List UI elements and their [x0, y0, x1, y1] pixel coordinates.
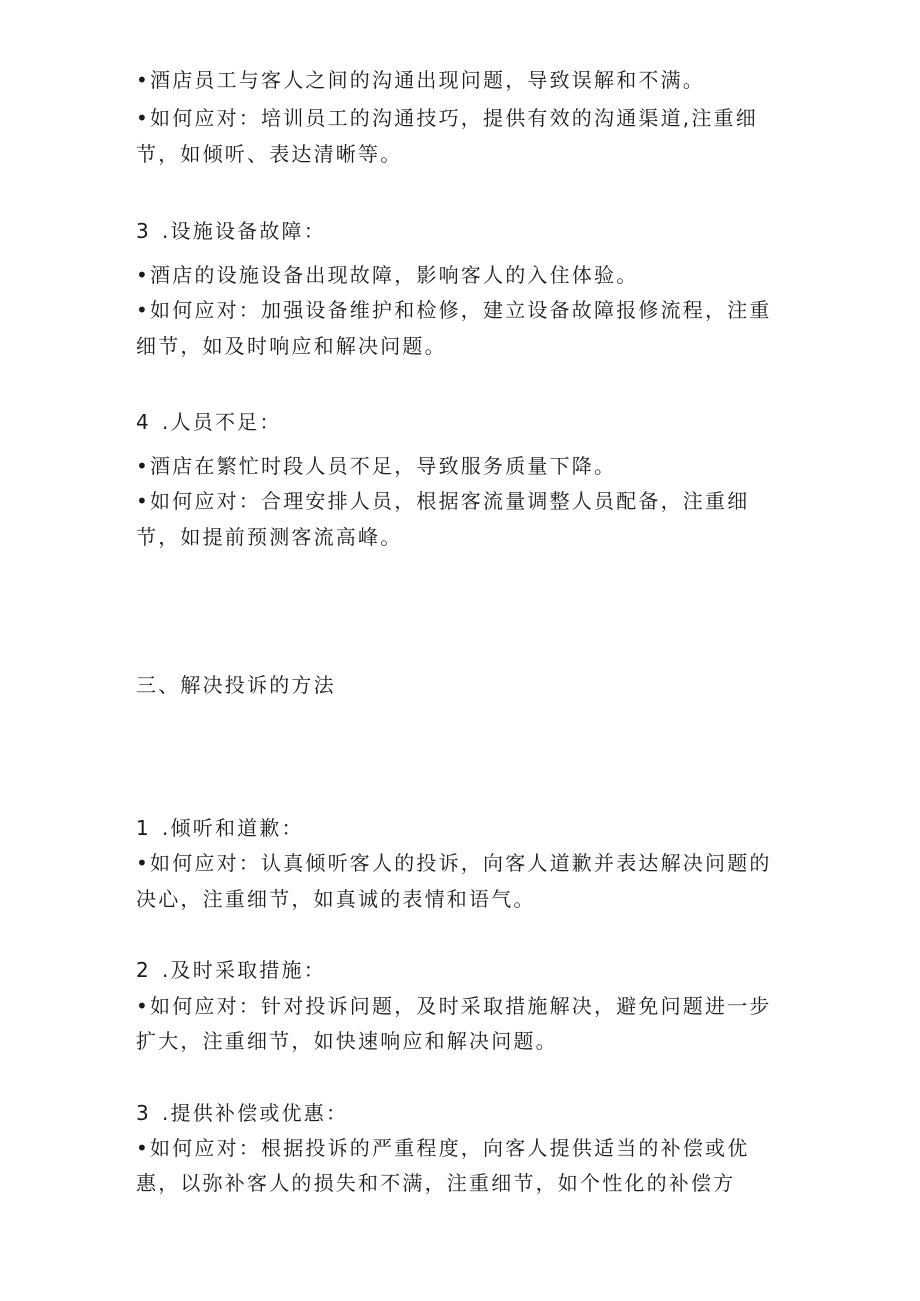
paragraph-line: •如何应对：认真倾听客人的投诉，向客人道歉并表达解决问题的	[136, 851, 772, 875]
subheading-text: .倾听和道歉：	[162, 816, 304, 840]
subheading-measures	[136, 957, 326, 983]
paragraph-line: •酒店在繁忙时段人员不足，导致服务质量下降。	[136, 454, 617, 478]
paragraph-line: 决心，注重细节，如真诚的表情和语气。	[136, 887, 536, 911]
paragraph-line: •如何应对：加强设备维护和检修，建立设备故障报修流程，注重	[136, 298, 772, 322]
subheading-compensation	[136, 1100, 348, 1126]
paragraph-line: •酒店的设施设备出现故障，影响客人的入住体验。	[136, 263, 639, 287]
paragraph-line: 细节，如及时响应和解决问题。	[136, 334, 447, 358]
subheading-text: .人员不足：	[162, 410, 282, 434]
subheading-number: 1	[136, 816, 149, 840]
subheading-staff	[136, 409, 282, 435]
paragraph-line: •如何应对：根据投诉的严重程度，向客人提供适当的补偿或优	[136, 1136, 750, 1160]
paragraph-line: •酒店员工与客人之间的沟通出现问题，导致误解和不满。	[136, 68, 705, 92]
paragraph-line: 扩大，注重细节，如快速响应和解决问题。	[136, 1029, 558, 1053]
paragraph-line: •如何应对：针对投诉问题，及时采取措施解决，避免问题进一步	[136, 994, 772, 1018]
paragraph-line: 惠，以弥补客人的损失和不满，注重细节，如个性化的补偿方	[136, 1171, 736, 1195]
subheading-number: 3	[136, 1101, 149, 1125]
subheading-text: .提供补偿或优惠：	[162, 1101, 349, 1125]
paragraph-line: •如何应对：培训员工的沟通技巧，提供有效的沟通渠道,注重细	[136, 106, 758, 130]
subheading-text: .及时采取措施：	[162, 958, 326, 982]
section-title: 三、解决投诉的方法	[136, 673, 336, 697]
subheading-number: 3	[136, 219, 149, 243]
subheading-number: 4	[136, 410, 149, 434]
subheading-number: 2	[136, 958, 149, 982]
paragraph-line: 节，如倾听、表达清晰等。	[136, 142, 403, 166]
paragraph-line: 节，如提前预测客流高峰。	[136, 525, 403, 549]
subheading-listen	[136, 815, 304, 841]
subheading-text: .设施设备故障：	[162, 219, 326, 243]
subheading-facilities	[136, 218, 326, 244]
paragraph-line: •如何应对：合理安排人员，根据客流量调整人员配备，注重细	[136, 489, 750, 513]
